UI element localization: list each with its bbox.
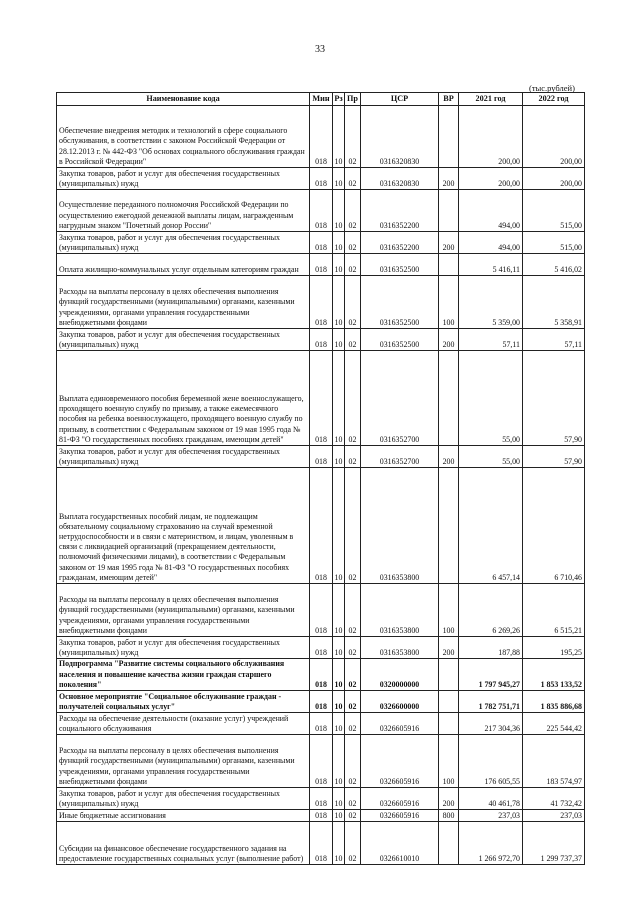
row-vr: 100 [439,735,459,788]
row-value-2022: 6 710,46 [523,468,585,584]
row-value-2021: 1 782 751,71 [459,691,523,713]
row-value-2022: 237,03 [523,810,585,822]
row-value-2021: 494,00 [459,190,523,232]
row-vr [439,468,459,584]
row-pr: 02 [345,276,361,329]
row-value-2022: 515,00 [523,232,585,254]
row-csr: 0320000000 [361,659,439,691]
row-value-2021: 55,00 [459,446,523,468]
row-vr: 200 [439,446,459,468]
row-rz: 10 [333,659,345,691]
row-pr: 02 [345,351,361,446]
row-csr: 0316353800 [361,637,439,659]
table-row [57,713,585,735]
row-pr: 02 [345,810,361,822]
table-row [57,659,585,691]
row-rz: 10 [333,276,345,329]
row-vr [439,822,459,865]
row-value-2022: 6 515,21 [523,584,585,637]
row-name: Подпрограмма "Развитие системы социального обслуживания населения и повышение качества жизни граждан старшего поколения" [57,659,310,691]
row-min: 018 [310,691,333,713]
row-rz: 10 [333,637,345,659]
row-pr: 02 [345,659,361,691]
header-vr: ВР [439,93,459,106]
row-value-2022: 1 835 886,68 [523,691,585,713]
table-row [57,822,585,865]
table-row [57,351,585,446]
unit-note: (тыс.рублей) [529,83,575,93]
row-value-2021: 494,00 [459,232,523,254]
row-pr: 02 [345,584,361,637]
row-value-2021: 5 359,00 [459,276,523,329]
header-2021: 2021 год [459,93,523,106]
row-name: Расходы на выплаты персоналу в целях обеспечения выполнения функций государственными (муниципальными) органами, казенными учреждениями, органами управления государственными внебюджетными фондами [57,276,310,329]
row-value-2021: 217 304,36 [459,713,523,735]
row-pr: 02 [345,329,361,351]
row-name: Осуществление переданного полномочия Российской Федерации по осуществлению ежегодной денежной выплаты лицам, награжденным нагрудным знаком "Почетный донор России" [57,190,310,232]
row-value-2022: 515,00 [523,190,585,232]
budget-table [56,92,585,865]
row-min: 018 [310,822,333,865]
table-row [57,232,585,254]
row-vr [439,691,459,713]
row-value-2021: 6 457,14 [459,468,523,584]
row-rz: 10 [333,788,345,810]
row-pr: 02 [345,468,361,584]
row-min: 018 [310,713,333,735]
row-pr: 02 [345,446,361,468]
row-value-2022: 57,11 [523,329,585,351]
row-vr: 200 [439,232,459,254]
row-pr: 02 [345,735,361,788]
row-vr: 200 [439,788,459,810]
row-vr: 200 [439,168,459,190]
row-csr: 0316352500 [361,276,439,329]
table-row [57,254,585,276]
row-value-2021: 57,11 [459,329,523,351]
table-row [57,190,585,232]
row-rz: 10 [333,168,345,190]
row-vr [439,351,459,446]
row-rz: 10 [333,254,345,276]
row-vr [439,106,459,168]
row-csr: 0326610010 [361,822,439,865]
row-pr: 02 [345,713,361,735]
row-value-2021: 187,88 [459,637,523,659]
row-rz: 10 [333,810,345,822]
row-value-2022: 57,90 [523,446,585,468]
row-csr: 0326605916 [361,810,439,822]
header-csr: ЦСР [361,93,439,106]
row-csr: 0316352700 [361,446,439,468]
row-name: Выплата государственных пособий лицам, не подлежащим обязательному социальному страхованию на случай временной нетрудоспособности и в связи с материнством, и лицам, уволенным в связи с ликвидацией организаций (прекращением деятельности, полномочий физическими лицами), в соответствии с Федеральным законом от 19 мая 1995 года № 81-ФЗ "О государственных пособиях гражданам, имеющим детей" [57,468,310,584]
row-rz: 10 [333,584,345,637]
row-csr: 0316352500 [361,329,439,351]
row-min: 018 [310,106,333,168]
row-pr: 02 [345,106,361,168]
row-name: Закупка товаров, работ и услуг для обеспечения государственных (муниципальных) нужд [57,232,310,254]
page-number: 33 [315,44,325,55]
row-value-2021: 176 605,55 [459,735,523,788]
row-pr: 02 [345,822,361,865]
row-name: Расходы на выплаты персоналу в целях обеспечения выполнения функций государственными (муниципальными) органами, казенными учреждениями, органами управления государственными внебюджетными фондами [57,584,310,637]
row-value-2021: 200,00 [459,168,523,190]
row-value-2022: 41 732,42 [523,788,585,810]
row-value-2021: 5 416,11 [459,254,523,276]
row-name: Выплата единовременного пособия беременной жене военнослужащего, проходящего военную службу по призыву, а также ежемесячного пособия на ребенка военнослужащего, проходящего военную службу по призыву, в соответствии с Федеральным законом от 19 мая 1995 года № 81-ФЗ "О государственных пособиях гражданам, имеющим детей" [57,351,310,446]
row-rz: 10 [333,106,345,168]
row-value-2021: 55,00 [459,351,523,446]
row-pr: 02 [345,168,361,190]
row-rz: 10 [333,329,345,351]
row-vr: 800 [439,810,459,822]
row-min: 018 [310,351,333,446]
row-min: 018 [310,468,333,584]
row-vr [439,190,459,232]
row-csr: 0316352500 [361,254,439,276]
table-header-row [57,93,585,106]
row-pr: 02 [345,691,361,713]
row-csr: 0326605916 [361,713,439,735]
row-value-2021: 40 461,78 [459,788,523,810]
table-row [57,276,585,329]
table-row [57,637,585,659]
row-csr: 0316320830 [361,106,439,168]
table-row [57,735,585,788]
header-rz: Рз [333,93,345,106]
table-row [57,168,585,190]
row-vr [439,254,459,276]
row-csr: 0316352200 [361,232,439,254]
row-pr: 02 [345,190,361,232]
row-min: 018 [310,232,333,254]
row-value-2021: 6 269,26 [459,584,523,637]
row-value-2021: 1 266 972,70 [459,822,523,865]
table-body [57,106,585,865]
row-value-2022: 5 358,91 [523,276,585,329]
row-min: 018 [310,329,333,351]
row-value-2022: 1 853 133,52 [523,659,585,691]
row-min: 018 [310,276,333,329]
row-value-2022: 195,25 [523,637,585,659]
row-csr: 0316352700 [361,351,439,446]
row-csr: 0316320830 [361,168,439,190]
table-row [57,329,585,351]
row-rz: 10 [333,468,345,584]
row-rz: 10 [333,691,345,713]
row-name: Основное мероприятие "Социальное обслуживание граждан - получателей социальных услуг" [57,691,310,713]
table-row [57,810,585,822]
row-rz: 10 [333,446,345,468]
row-value-2022: 225 544,42 [523,713,585,735]
row-vr [439,713,459,735]
row-min: 018 [310,659,333,691]
row-vr: 200 [439,329,459,351]
row-min: 018 [310,254,333,276]
row-name: Обеспечение внедрения методик и технологий в сфере социального обслуживания, в соответствии с законом Российской Федерации от 28.12.2013 г. № 442-ФЗ "Об основах социального обслуживания граждан в Российской Федерации" [57,106,310,168]
row-rz: 10 [333,232,345,254]
row-value-2021: 1 797 945,27 [459,659,523,691]
row-rz: 10 [333,713,345,735]
row-rz: 10 [333,735,345,788]
row-name: Расходы на выплаты персоналу в целях обеспечения выполнения функций государственными (муниципальными) органами, казенными учреждениями, органами управления государственными внебюджетными фондами [57,735,310,788]
row-vr: 200 [439,637,459,659]
row-pr: 02 [345,637,361,659]
row-name: Закупка товаров, работ и услуг для обеспечения государственных (муниципальных) нужд [57,637,310,659]
row-value-2022: 200,00 [523,168,585,190]
row-min: 018 [310,584,333,637]
row-name: Оплата жилищно-коммунальных услуг отдельным категориям граждан [57,254,310,276]
row-name: Закупка товаров, работ и услуг для обеспечения государственных (муниципальных) нужд [57,788,310,810]
row-rz: 10 [333,351,345,446]
row-name: Закупка товаров, работ и услуг для обеспечения государственных (муниципальных) нужд [57,168,310,190]
row-value-2022: 183 574,97 [523,735,585,788]
table-row [57,106,585,168]
row-vr: 100 [439,276,459,329]
row-name: Закупка товаров, работ и услуг для обеспечения государственных (муниципальных) нужд [57,446,310,468]
row-min: 018 [310,788,333,810]
row-pr: 02 [345,254,361,276]
row-csr: 0316353800 [361,468,439,584]
table-row [57,446,585,468]
row-pr: 02 [345,788,361,810]
table-row [57,691,585,713]
row-csr: 0326605916 [361,788,439,810]
row-min: 018 [310,735,333,788]
row-csr: 0316352200 [361,190,439,232]
row-vr [439,659,459,691]
header-min: Мин [310,93,333,106]
table-row [57,584,585,637]
row-min: 018 [310,446,333,468]
row-value-2021: 237,03 [459,810,523,822]
row-name: Закупка товаров, работ и услуг для обеспечения государственных (муниципальных) нужд [57,329,310,351]
row-csr: 0316353800 [361,584,439,637]
row-min: 018 [310,810,333,822]
header-2022: 2022 год [523,93,585,106]
row-value-2022: 200,00 [523,106,585,168]
row-value-2022: 5 416,02 [523,254,585,276]
row-min: 018 [310,637,333,659]
row-pr: 02 [345,232,361,254]
row-vr: 100 [439,584,459,637]
row-name: Иные бюджетные ассигнования [57,810,310,822]
row-csr: 0326605916 [361,735,439,788]
row-value-2022: 1 299 737,37 [523,822,585,865]
row-min: 018 [310,190,333,232]
header-pr: Пр [345,93,361,106]
row-value-2021: 200,00 [459,106,523,168]
row-rz: 10 [333,822,345,865]
table-row [57,788,585,810]
row-min: 018 [310,168,333,190]
row-name: Субсидии на финансовое обеспечение государственного задания на предоставление государственных социальных услуг (выполнение работ) [57,822,310,865]
table-row [57,468,585,584]
row-name: Расходы на обеспечение деятельности (оказание услуг) учреждений социального обслуживания [57,713,310,735]
row-value-2022: 57,90 [523,351,585,446]
row-csr: 0326600000 [361,691,439,713]
row-rz: 10 [333,190,345,232]
header-name: Наименование кода [57,93,310,106]
